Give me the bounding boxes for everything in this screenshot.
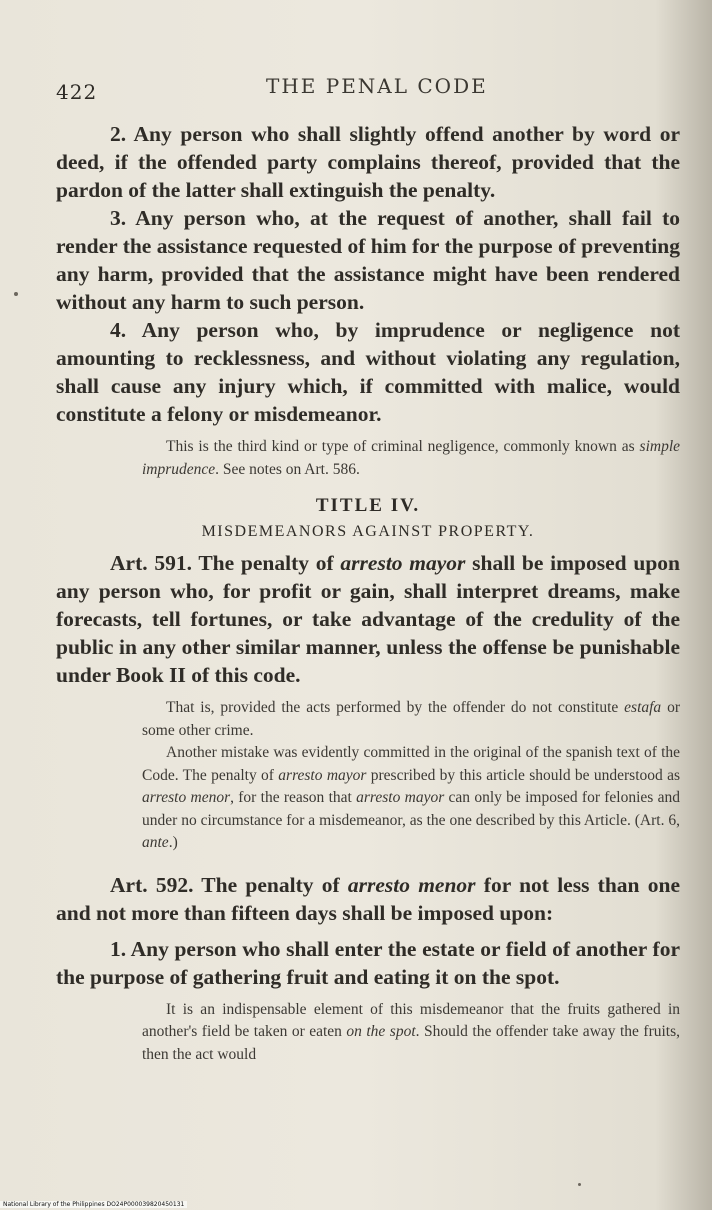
title-heading: TITLE IV.: [315, 495, 421, 516]
title-subheading: MISDEMEANORS AGAINST PROPERTY.: [201, 523, 535, 540]
page-number: 422: [56, 80, 98, 104]
page-header: [56, 72, 682, 102]
note-mistake: Another mistake was evidently committed in the original of the spanish text of the Code. The penalty of arresto mayor prescribed by this article should be understood as arresto menor, for the reason that arresto mayor can only be imposed for felonies and under no circumstance for a misdemeanor, as the one described by this Article. (Art. 6, ante.): [142, 744, 681, 851]
paragraph-item-2: 2. Any person who shall slightly offend another by word or deed, if the offended party complains thereof, provided that the pardon of the latter shall extinguish the penalty.: [56, 122, 680, 202]
bottom-speck: [578, 1183, 581, 1186]
article-592: Art. 592. The penalty of arresto menor for not less than one and not more than fifteen days shall be imposed upon:: [56, 872, 680, 925]
note-on-the-spot: It is an indispensable element of this misdemeanor that the fruits gathered in another's field be taken or eaten on the spot. Should the offender take away the fruits, then the act would: [142, 1000, 681, 1063]
margin-speck: [14, 292, 18, 296]
scan-credit: National Library of the Philippines DO24P000039820450131: [0, 1201, 187, 1208]
article-592-item-1: 1. Any person who shall enter the estate or field of another for the purpose of gathering fruit and eating it on the spot.: [56, 936, 680, 989]
note-simple-imprudence: This is the third kind or type of criminal negligence, commonly known as simple imprudence. See notes on Art. 586.: [142, 438, 680, 478]
note-estafa: That is, provided the acts performed by the offender do not constitute estafa or some other crime.: [142, 699, 680, 739]
running-title: THE PENAL CODE: [266, 74, 488, 98]
paragraph-item-4: 4. Any person who, by imprudence or negligence not amounting to recklessness, and without violating any regulation, shall cause any injury which, if committed with malice, would constitute a felony or misdemeanor.: [56, 318, 680, 426]
paragraph-item-3: 3. Any person who, at the request of another, shall fail to render the assistance requested of him for the purpose of preventing any harm, provided that the assistance might have been rendered without any harm to such person.: [56, 206, 680, 314]
article-591: Art. 591. The penalty of arresto mayor shall be imposed upon any person who, for profit or gain, shall interpret dreams, make forecasts, tell fortunes, or take advantage of the credulity of the public in any other similar manner, unless the offense be punishable under Book II of this code.: [56, 551, 681, 687]
page-body: [56, 120, 680, 1066]
